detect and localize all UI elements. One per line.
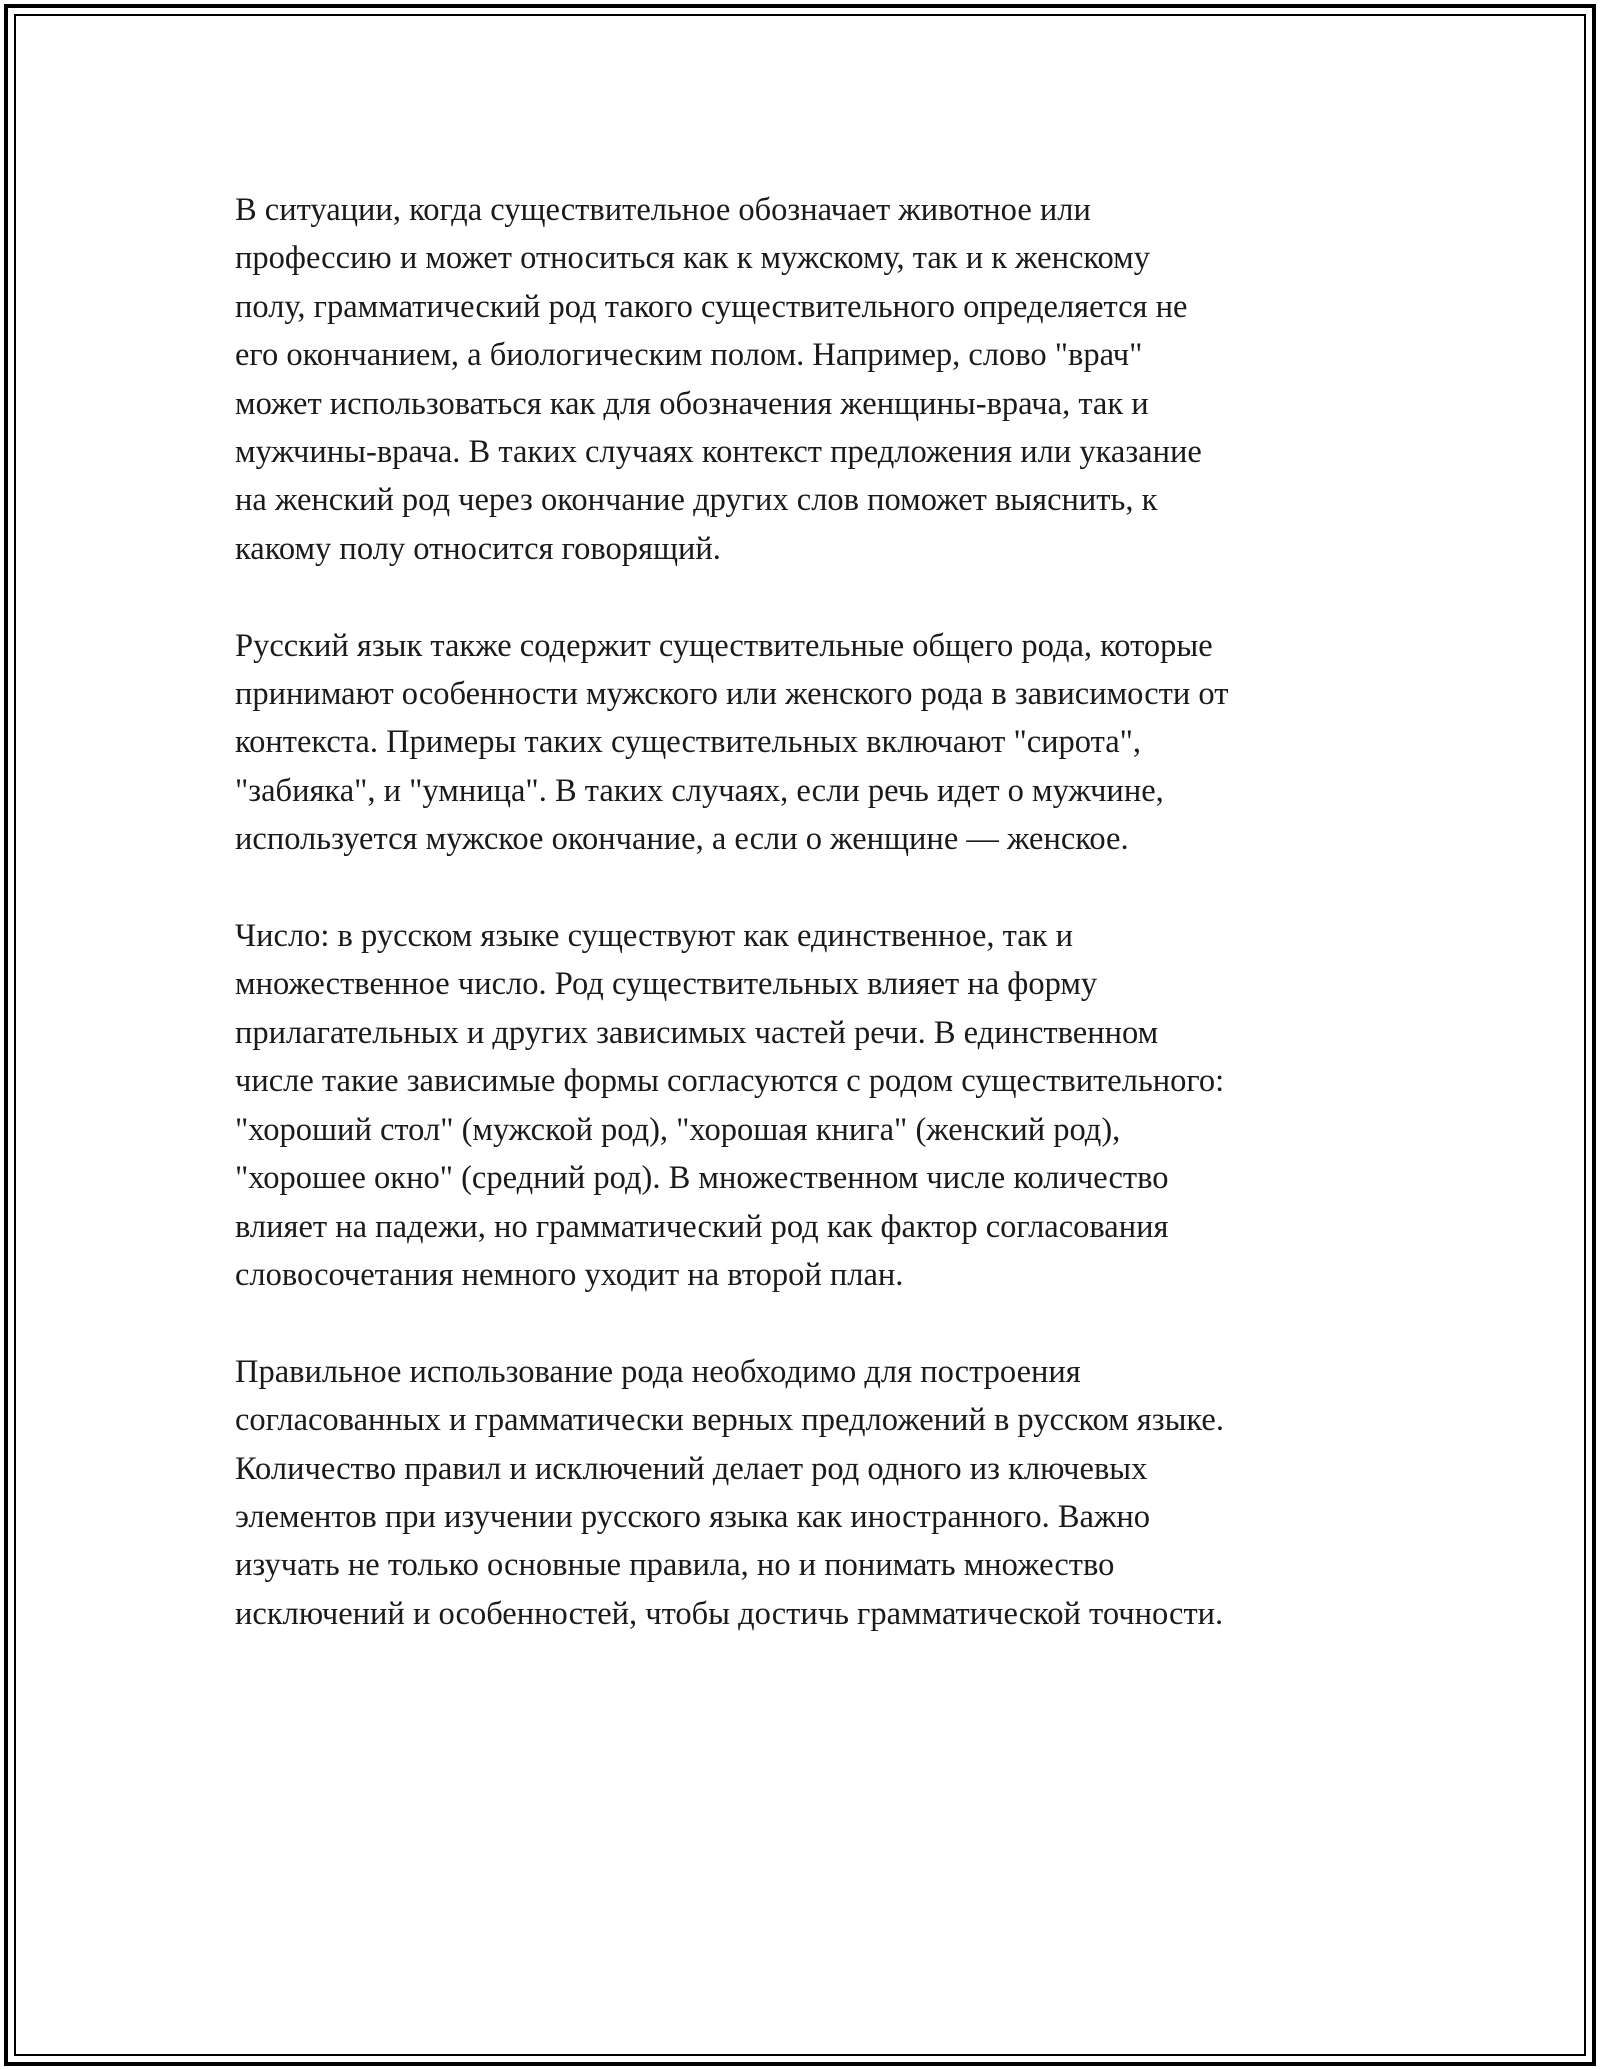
text-line: Число: в русском языке существуют как единственное, так и: [235, 918, 1073, 955]
text-line: исключений и особенностей, чтобы достичь грамматической точности.: [235, 1595, 1224, 1632]
text-line: какому полу относится говорящий.: [235, 530, 721, 567]
text-line: "забияка", и "умница". В таких случаях, если речь идет о мужчине,: [235, 772, 1164, 809]
paragraph-3: [235, 912, 1385, 1299]
text-line: числе такие зависимые формы согласуются с родом существительного:: [235, 1063, 1225, 1100]
text-line: принимают особенности мужского или женского рода в зависимости от: [235, 676, 1229, 713]
text-line: влияет на падежи, но грамматический род как фактор согласования: [235, 1208, 1169, 1245]
text-line: прилагательных и других зависимых частей речи. В единственном: [235, 1014, 1159, 1051]
text-line: используется мужское окончание, а если о женщине — женское.: [235, 821, 1129, 858]
text-line: согласованных и грамматически верных предложений в русском языке.: [235, 1402, 1224, 1439]
text-line: мужчины-врача. В таких случаях контекст предложения или указание: [235, 434, 1202, 471]
text-line: его окончанием, а биологическим полом. Например, слово "врач": [235, 337, 1143, 374]
paragraph-4: [235, 1348, 1385, 1638]
paragraph-1: [235, 186, 1385, 573]
text-line: словосочетания немного уходит на второй план.: [235, 1256, 904, 1293]
text-line: Правильное использование рода необходимо для построения: [235, 1353, 1081, 1390]
text-line: полу, грамматический род такого существительного определяется не: [235, 288, 1188, 325]
text-line: может использоваться как для обозначения женщины-врача, так и: [235, 385, 1149, 422]
text-line: "хороший стол" (мужской род), "хорошая книга" (женский род),: [235, 1111, 1121, 1148]
text-line: элементов при изучении русского языка как иностранного. Важно: [235, 1498, 1151, 1535]
text-line: В ситуации, когда существительное обозначает животное или: [235, 192, 1091, 228]
paragraph-2: [235, 622, 1385, 864]
text-line: изучать не только основные правила, но и понимать множество: [235, 1547, 1115, 1584]
text-line: Количество правил и исключений делает род одного из ключевых: [235, 1450, 1148, 1487]
text-line: множественное число. Род существительных влияет на форму: [235, 966, 1098, 1003]
text-line: "хорошее окно" (средний род). В множественном числе количество: [235, 1160, 1169, 1197]
text-line: профессию и может относиться как к мужскому, так и к женскому: [235, 240, 1150, 277]
document-body: [235, 186, 1385, 1687]
text-line: контекста. Примеры таких существительных включают "сирота",: [235, 724, 1142, 761]
text-line: Русский язык также содержит существительные общего рода, которые: [235, 627, 1213, 664]
text-line: на женский род через окончание других слов поможет выяснить, к: [235, 482, 1158, 519]
